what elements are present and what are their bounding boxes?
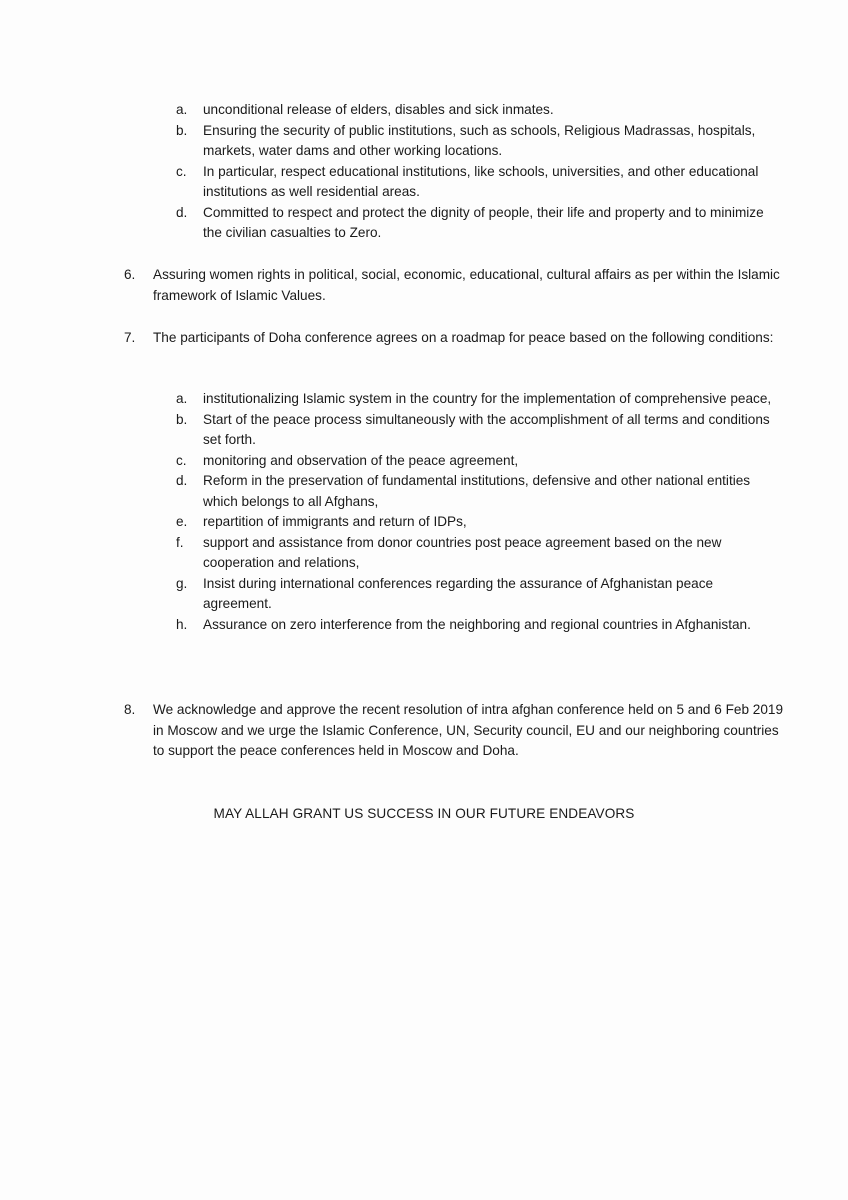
list-item-text: Assurance on zero interference from the neighboring and regional countries in Afghanistan.: [203, 616, 751, 632]
list-item: [176, 100, 776, 121]
list-item: [176, 410, 776, 451]
list-item-label: h.: [176, 616, 188, 632]
list-item-text: unconditional release of elders, disables and sick inmates.: [203, 102, 554, 117]
list-item: [176, 203, 776, 244]
list-item-label: d.: [176, 473, 188, 488]
item-number: 8.: [124, 702, 136, 717]
list-item-text: Committed to respect and protect the dignity of people, their life and property and to minimize the civilian casualties to Zero.: [203, 204, 764, 240]
conditions-sublist: [176, 100, 776, 244]
roadmap-sublist: [176, 389, 776, 635]
list-item-label: f.: [176, 534, 184, 550]
list-item-label: g.: [176, 575, 188, 591]
item-number: 6.: [124, 267, 136, 282]
list-item-label: b.: [176, 411, 188, 427]
item-text: Assuring women rights in political, social, economic, educational, cultural affairs as per within the Islamic framework of Islamic Values.: [153, 267, 780, 303]
closing-statement: [0, 804, 848, 825]
numbered-item-6: [124, 265, 793, 306]
list-item-text: monitoring and observation of the peace agreement,: [203, 452, 519, 468]
list-item-label: c.: [176, 452, 187, 468]
list-item: [176, 533, 776, 574]
list-item: [176, 451, 776, 472]
list-item: [176, 471, 776, 512]
closing-text: MAY ALLAH GRANT US SUCCESS IN OUR FUTURE ENDEAVORS: [213, 806, 635, 821]
item-text: We acknowledge and approve the recent resolution of intra afghan conference held on 5 and 6 Feb 2019 in Moscow and we urge the Islamic Conference, UN, Security council, EU and our neighboring countries to support the peace conferences held in Moscow and Doha.: [153, 702, 784, 758]
numbered-item-7: [124, 328, 793, 349]
list-item-text: Start of the peace process simultaneously with the accomplishment of all terms and conditions set forth.: [203, 411, 770, 447]
list-item-text: Ensuring the security of public institutions, such as schools, Religious Madrassas, hospitals, markets, water dams and other working locations.: [203, 122, 756, 158]
list-item-label: a.: [176, 391, 188, 406]
list-item-text: Reform in the preservation of fundamental institutions, defensive and other national entities which belongs to all Afghans,: [203, 473, 751, 509]
list-item-label: c.: [176, 163, 187, 179]
list-item-text: support and assistance from donor countries post peace agreement based on the new cooperation and relations,: [203, 534, 722, 570]
list-item-text: repartition of immigrants and return of IDPs,: [203, 514, 467, 529]
list-item: [176, 574, 776, 615]
list-item-label: d.: [176, 204, 188, 220]
item-number: 7.: [124, 330, 136, 345]
list-item: [176, 389, 776, 410]
list-item-label: b.: [176, 122, 188, 138]
list-item-label: a.: [176, 102, 188, 117]
list-item-text: Insist during international conferences regarding the assurance of Afghanistan peace agreement.: [203, 575, 714, 611]
item-text: The participants of Doha conference agrees on a roadmap for peace based on the following conditions:: [153, 330, 774, 345]
numbered-item-8: [124, 700, 793, 762]
list-item: [176, 615, 776, 636]
list-item: [176, 121, 776, 162]
list-item-text: institutionalizing Islamic system in the country for the implementation of comprehensive peace,: [203, 391, 772, 406]
list-item-text: In particular, respect educational institutions, like schools, universities, and other educational institutions as well residential areas.: [203, 163, 759, 199]
list-item-label: e.: [176, 514, 188, 529]
list-item: [176, 162, 776, 203]
list-item: [176, 512, 776, 533]
